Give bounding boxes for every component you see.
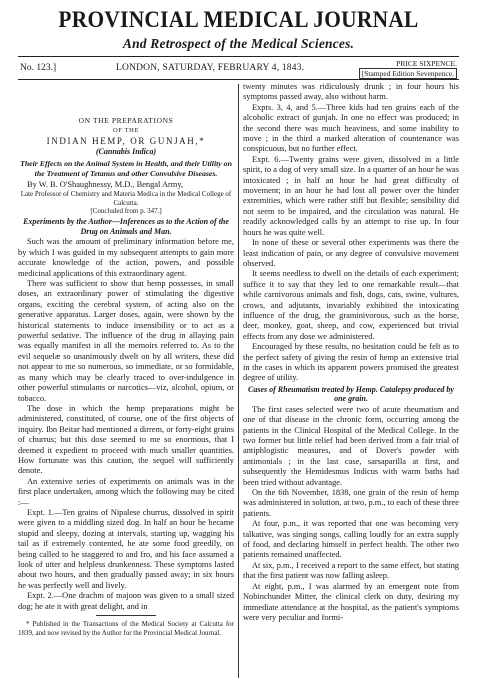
paragraph: An extensive series of experiments on animals was in the first place undertaken, among which the following may be cited :— bbox=[18, 476, 234, 507]
article-byline: By W. B. O'Shaughnessy, M.D., Bengal Army, bbox=[27, 180, 184, 189]
paragraph: twenty minutes was ridiculously drunk ; in four hours his symptoms passed away, also without harm. bbox=[243, 82, 459, 102]
paragraph: The first cases selected were two of acute rheumatism and one of that disease in the chronic form, occurring among the patients in the Clinical Hospital of the Medical College. In the two former but little relief had been derived from a fair trial of antiphlogistic measures, and of Dover's powder with antimonials ; in the last case, sarsaparilla at first, and subsequently the Hemidesmus Indicus with warm baths had been tried without advantage. bbox=[243, 404, 459, 487]
issue-date: LONDON, SATURDAY, FEBRUARY 4, 1843. bbox=[116, 63, 305, 73]
price-label: PRICE SIXPENCE. bbox=[396, 59, 457, 68]
paragraph: Encouraged by these results, no hesitation could be felt as to the perfect safety of giving the resin of hemp an extensive trial in the cases in which its apparent powers promised the greatest degree of utility. bbox=[243, 342, 459, 383]
section-heading-experiments: Experiments by the Author—Inferences as to the Action of the Drug on Animals and Man. bbox=[23, 217, 229, 236]
issue-info-bar bbox=[18, 56, 459, 80]
paragraph: The dose in which the hemp preparations might be administered, constituted, of course, one of the first objects of inquiry. Ibn Beitar had mentioned a dirrem, or forty-eight grains of churrus; but this dose seemed to me so enormous, that I deemed it expedient to proceed with much smaller quantities. How fortunate was this caution, the sequel will sufficiently denote. bbox=[18, 403, 234, 476]
paragraph: On the 6th November, 1838, one grain of the resin of hemp was administered in solution, at two, p.m., to each of these three patients. bbox=[243, 488, 459, 518]
paragraph: Expt. 2.—One drachm of majoon was given to a small sized dog; he ate it with great delight, and in bbox=[18, 591, 234, 611]
left-column bbox=[18, 88, 234, 678]
footnote: * Published in the Transactions of the Medical Society at Calcutta for 1839, and now revised by the Author for the Provincial Medical Journal. bbox=[18, 620, 234, 637]
section-heading-rheumatism: Cases of Rheumatism treated by Hemp. Catalepsy produced by one grain. bbox=[248, 384, 454, 404]
article-heading-3: INDIAN HEMP, OR GUNJAH,* bbox=[46, 136, 206, 146]
paragraph: At six, p.m., I received a report to the same effect, but stating that the first patient was now falling asleep. bbox=[243, 560, 459, 581]
paragraph: There was sufficient to show that hemp possesses, in small doses, an extraordinary power of stimulating the digestive organs, exciting the cerebral system, of acting also on the generative apparatus. Larger doses, again, were shown by the historical statements to induce insensibility or to act as a powerful sedative. The influence of the drug in allaying pain was equally manifest in all the memoirs referred to. As to the evil sequelæ so unanimously dwelt on by all writers, these did not appear to me so numerous, so immediate, or so formidable, as many which may be clearly traced to over-indulgence in other powerful stimulants or narcotics—viz, alcohol, opium, or tobacco. bbox=[18, 279, 234, 403]
footnote-rule bbox=[96, 615, 156, 616]
journal-title: PROVINCIAL MEDICAL JOURNAL bbox=[58, 7, 419, 32]
paragraph: Such was the amount of preliminary information before me, by which I was guided in my subsequent attempts to gain more accurate knowledge of the action, powers, and possible medicinal applications of this extraordinary agent. bbox=[18, 237, 234, 278]
author-affiliation: Late Professor of Chemistry and Materia Medica in the Medical College of Calcutta. bbox=[20, 190, 232, 207]
paragraph: Expt. 1.—Ten grains of Nipalese churrus, dissolved in spirit were given to a middling sized dog. In half an hour he became stupid and sleepy, dozing at intervals, starting up, wagging his tail as if extremely contented, he ate some food greedily, on being called to he staggered to and fro, and his face assumed a look of utter and helpless drunkenness. These symptoms lasted about two hours, and then gradually passed away; in six hours he was perfectly well and lively. bbox=[18, 507, 234, 590]
continuation-note: [Concluded from p. 347.] bbox=[90, 207, 162, 216]
column-divider bbox=[238, 84, 239, 678]
paragraph: Expts. 3, 4, and 5.—Three kids had ten grains each of the alcoholic extract of gunjah. In one no effect was produced; in the second there was much heaviness, and some inability to move ; in the third a marked alteration of countenance was conspicuous, but no further effect. bbox=[243, 102, 459, 154]
article-heading-latin: (Cannabis Indica) bbox=[95, 147, 157, 156]
paragraph: It seems needless to dwell on the details of each experiment; suffice it to say that they led to one remarkable result—that while carnivorous animals and fish, dogs, cats, swine, vultures, crows, and adjutants, invariably exhibited the intoxicating influence of the drug, the graminivorous, such as the horse, deer, monkey, goat, sheep, and cow, experienced but trivial effects from any dose we administered. bbox=[243, 269, 459, 341]
paragraph: At four, p.m., it was reported that one was becoming very talkative, was singing songs, calling loudly for an extra supply of food, and declaring himself in perfect health. The other two patients remained unaffected. bbox=[243, 519, 459, 560]
article-heading-2: OF THE bbox=[112, 127, 140, 134]
paragraph: In none of these or several other experiments was there the least indication of pain, or any degree of convulsive movement observed. bbox=[243, 238, 459, 268]
article-heading-1: ON THE PREPARATIONS bbox=[78, 116, 174, 125]
article-subheading: Their Effects on the Animal System in Health, and their Utility on the Treatment of Tetanus and other Convulsive Diseases. bbox=[20, 159, 232, 178]
stamped-edition-price: [Stamped Edition Sevenpence. bbox=[359, 68, 457, 79]
paragraph: At eight, p.m., I was alarmed by an emergent note from Nobinchunder Mitter, the clinical clerk on duty, desiring my immediate attendance at the hospital, as the patient's symptoms were very peculiar and formi- bbox=[243, 581, 459, 622]
masthead bbox=[0, 6, 477, 52]
paragraph: Expt. 6.—Twenty grains were given, dissolved in a little spirit, to a dog of very small size. In a quarter of an hour he was intoxicated ; in half an hour he had great difficulty of movement; in an hour he had lost all power over the hinder extremities, which were rather stiff but flexible; sensibility did not seem to be impaired, and the circulation was natural. He readily acknowledged calls by an attempt to rise up. In four hours he was quite well. bbox=[243, 154, 459, 237]
issue-price bbox=[359, 59, 457, 79]
right-column bbox=[243, 82, 459, 678]
journal-subtitle: And Retrospect of the Medical Sciences. bbox=[122, 36, 355, 51]
issue-number: No. 123.] bbox=[20, 63, 57, 73]
